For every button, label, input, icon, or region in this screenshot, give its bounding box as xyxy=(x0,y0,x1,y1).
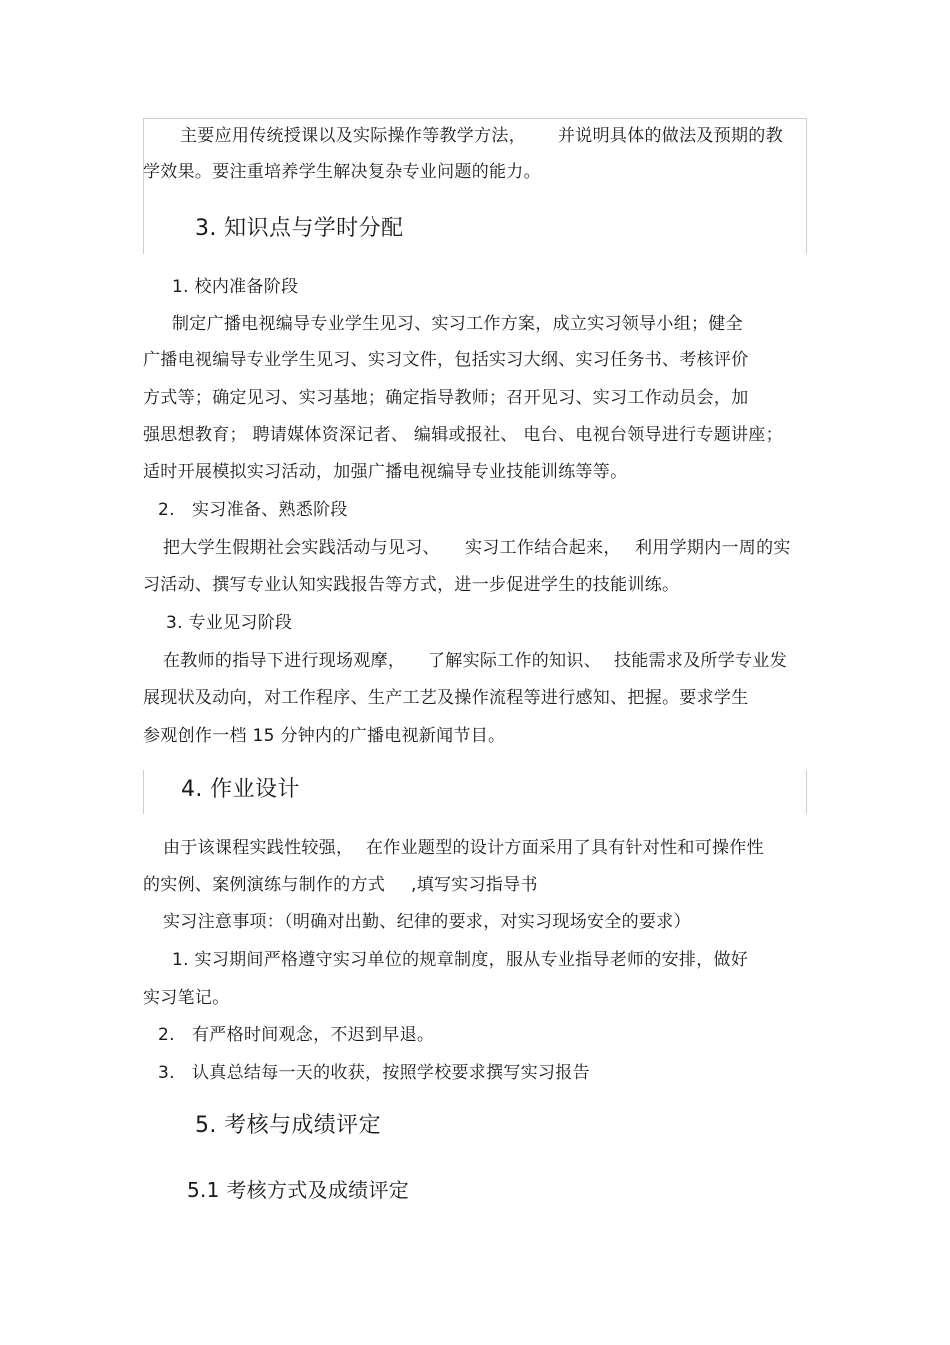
section-4-heading: 4. 作业设计 xyxy=(181,777,300,802)
note-3-text: 认真总结每一天的收获，按照学校要求撰写实习报告 xyxy=(192,1063,590,1083)
note-1-line-a: 1. 实习期间严格遵守实习单位的规章制度，服从专业指导老师的安排，做好 xyxy=(172,950,749,970)
intro-line-2: 学效果。要注重培养学生解决复杂专业问题的能力。 xyxy=(143,162,541,182)
stage-1-line-2: 广播电视编导专业学生见习、实习文件，包括实习大纲、实习任务书、考核评价 xyxy=(143,350,749,370)
stage-3-line-1a: 在教师的指导下进行现场观摩， xyxy=(163,651,406,671)
stage-1-line-1: 制定广播电视编导专业学生见习、实习工作方案，成立实习领导小组；健全 xyxy=(172,314,743,334)
table-right-border-2 xyxy=(806,770,807,814)
section-4-para-1a: 由于该课程实践性较强， xyxy=(163,838,354,858)
stage-2-line-1a: 把大学生假期社会实践活动与见习、 xyxy=(163,538,440,558)
section-3-heading: 3. 知识点与学时分配 xyxy=(195,216,404,241)
stage-3-line-2: 展现状及动向，对工作程序、生产工艺及操作流程等进行感知、把握。要求学生 xyxy=(143,688,749,708)
stage-2-title: 实习准备、熟悉阶段 xyxy=(192,500,348,520)
stage-3-title: 3. 专业见习阶段 xyxy=(166,613,293,633)
stage-2-line-2: 习活动、撰写专业认知实践报告等方式，进一步促进学生的技能训练。 xyxy=(143,575,680,595)
stage-2-line-1c: 利用学期内一周的实 xyxy=(635,538,791,558)
stage-2-line-1b: 实习工作结合起来， xyxy=(465,538,621,558)
stage-1-line-3: 方式等；确定见习、实习基地；确定指导教师；召开见习、实习工作动员会，加 xyxy=(143,388,749,408)
note-2-text: 有严格时间观念，不迟到早退。 xyxy=(192,1025,435,1045)
intro-line-1a: 主要应用传统授课以及实际操作等教学方法， xyxy=(180,126,526,146)
stage-1-line-4: 强思想教育； 聘请媒体资深记者、 编辑或报社、 电台、电视台领导进行专题讲座； xyxy=(143,425,783,445)
note-3-number: 3. xyxy=(158,1063,175,1083)
note-1-line-b: 实习笔记。 xyxy=(143,988,230,1008)
stage-3-line-1c: 技能需求及所学专业发 xyxy=(614,651,787,671)
table-top-border xyxy=(143,118,807,119)
section-4-para-2a: 的实例、案例演练与制作的方式 xyxy=(143,875,386,895)
section-4-para-1b: 在作业题型的设计方面采用了具有针对性和可操作性 xyxy=(366,838,764,858)
stage-3-line-1b: 了解实际工作的知识、 xyxy=(428,651,601,671)
note-2-number: 2. xyxy=(158,1025,175,1045)
stage-2-number: 2. xyxy=(158,500,175,520)
table-right-border xyxy=(806,118,807,254)
stage-1-line-5: 适时开展模拟实习活动，加强广播电视编导专业技能训练等等。 xyxy=(143,462,628,482)
section-5-heading: 5. 考核与成绩评定 xyxy=(195,1113,381,1138)
section-4-para-2b: ,填写实习指导书 xyxy=(411,875,538,895)
stage-3-line-3: 参观创作一档 15 分钟内的广播电视新闻节目。 xyxy=(143,726,506,746)
stage-1-title: 1. 校内准备阶段 xyxy=(172,277,299,297)
table-left-border-2 xyxy=(143,770,144,814)
notes-title: 实习注意事项：（明确对出勤、纪律的要求，对实习现场安全的要求） xyxy=(163,912,691,932)
table-left-border xyxy=(143,118,144,254)
section-5-1-heading: 5.1 考核方式及成绩评定 xyxy=(187,1178,410,1202)
intro-line-1b: 并说明具体的做法及预期的教 xyxy=(558,126,783,146)
